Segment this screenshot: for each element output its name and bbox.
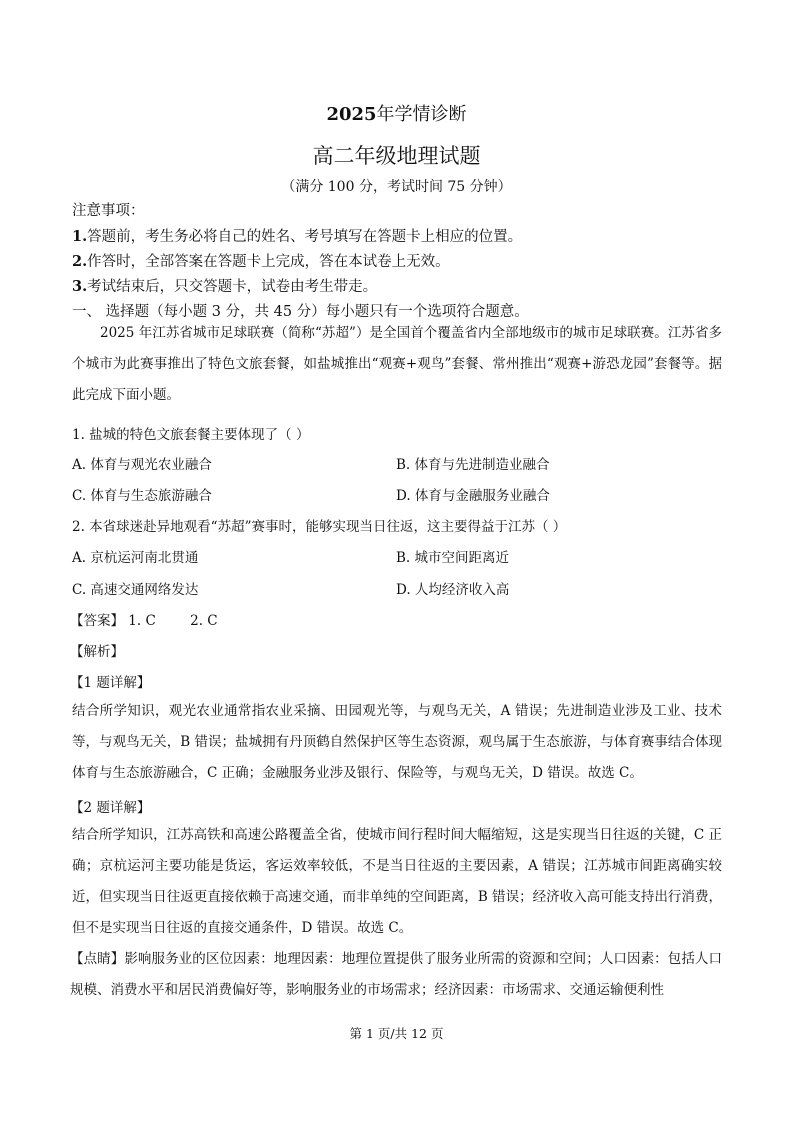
- option-c: C. 体育与生态旅游融合: [72, 488, 212, 504]
- answer-line: 【答案】 1. C 2. C: [70, 613, 218, 629]
- exam-info: （满分 100 分，考试时间 75 分钟）: [281, 179, 512, 195]
- exam-title: 2025年学情诊断: [326, 104, 467, 125]
- option-a: A. 体育与观光农业融合: [72, 457, 212, 473]
- option-d: D. 人均经济收入高: [396, 582, 510, 598]
- option-c: C. 高速交通网络发达: [72, 582, 199, 598]
- option-d: D. 体育与金融服务业融合: [396, 488, 550, 504]
- question-stem: 1. 盐城的特色文旅套餐主要体现了（ ）: [72, 427, 310, 443]
- option-a: A. 京杭运河南北贯通: [72, 550, 199, 566]
- notes-heading: 注意事项：: [72, 203, 145, 219]
- question-stem: 2. 本省球迷赴异地观看“苏超”赛事时，能够实现当日往返，这主要得益于江苏（ ）: [72, 519, 567, 535]
- passage: 2025 年江苏省城市足球联赛（简称“苏超”）是全国首个覆盖省内全部地级市的城市足球联赛。江苏省多个城市为此赛事推出了特色文旅套餐，如盐城推出“观赛+观鸟”套餐、常州推出“观赛+游恐龙园”套餐等。据此完成下面小题。: [72, 325, 722, 403]
- option-b: B. 城市空间距离近: [396, 550, 510, 566]
- section-title: 一、 选择题（每小题 3 分，共 45 分）每小题只有一个选项符合题意。: [72, 304, 529, 320]
- note-item: 3.考试结束后，只交答题卡，试卷由考生带走。: [72, 278, 378, 295]
- note-item: 1.答题前，考生务必将自己的姓名、考号填写在答题卡上相应的位置。: [72, 228, 523, 245]
- detail-1-label: 【1 题详解】: [70, 675, 151, 691]
- tip-text: 【点睛】影响服务业的区位因素：地理因素：地理位置提供了服务业所需的资源和空间；人口因素：包括人口规模、消费水平和居民消费偏好等，影响服务业的市场需求；经济因素：市场需求、交通运输便利性: [70, 951, 723, 998]
- option-b: B. 体育与先进制造业融合: [396, 457, 550, 473]
- page-footer: 第 1 页/共 12 页: [349, 1026, 444, 1041]
- exam-subtitle: 高二年级地理试题: [312, 144, 481, 168]
- detail-2-label: 【2 题详解】: [70, 800, 151, 816]
- note-item: 2.作答时，全部答案在答题卡上完成，答在本试卷上无效。: [72, 253, 450, 270]
- detail-2-text: 结合所学知识，江苏高铁和高速公路覆盖全省，使城市间行程时间大幅缩短，这是实现当日往返的关键，C 正确；京杭运河主要功能是货运，客运效率较低，不是当日往返的主要因素，A 错误；江苏城市间距离确实较近，但实现当日往返更直接依赖于高速交通，而非单纯的空间距离，B 错误；经济收入高可能支持出行消费，但不是实现当日往返的直接交通条件，D 错误。故选 C。: [72, 827, 722, 936]
- analysis-label: 【解析】: [70, 644, 124, 660]
- detail-1-text: 结合所学知识，观光农业通常指农业采摘、田园观光等，与观鸟无关，A 错误；先进制造业涉及工业、技术等，与观鸟无关，B 错误；盐城拥有丹顶鹤自然保护区等生态资源，观鸟属于生态旅游，与体育赛事结合体现体育与生态旅游融合，C 正确；金融服务业涉及银行、保险等，与观鸟无关，D 错误。故选 C。: [72, 703, 722, 781]
